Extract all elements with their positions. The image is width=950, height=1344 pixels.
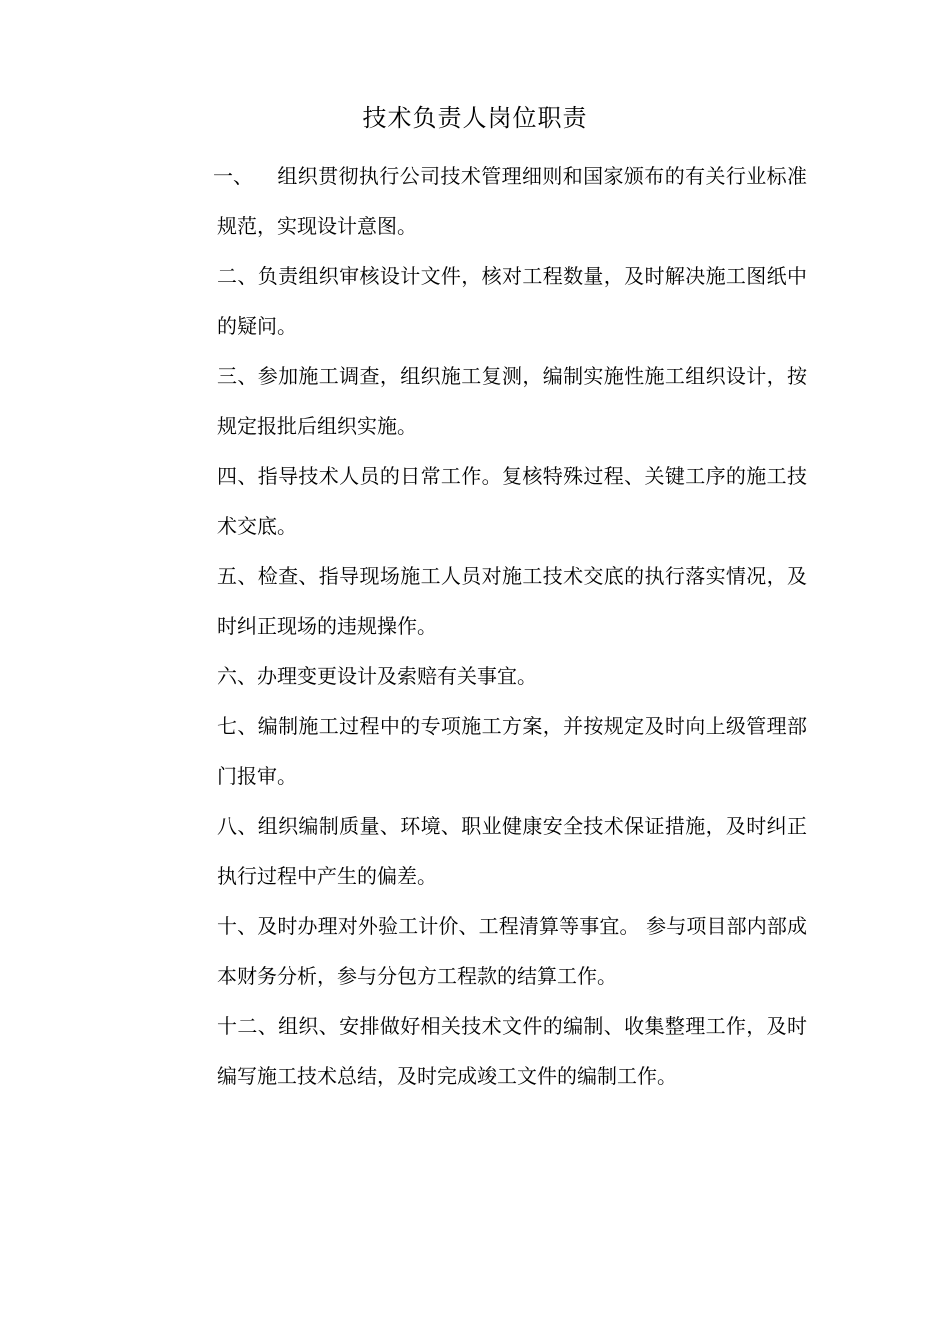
duty-item-10: 十、及时办理对外验工计价、工程清算等事宜。 参与项目部内部成本财务分析，参与分包方工程款的结算工作。	[217, 914, 807, 988]
duty-item-2: 二、负责组织审核设计文件，核对工程数量，及时解决施工图纸中的疑问。	[217, 264, 807, 338]
duty-item-3: 三、参加施工调查，组织施工复测，编制实施性施工组织设计，按规定报批后组织实施。	[217, 364, 807, 438]
duty-item-1-marker: 一、	[213, 164, 253, 188]
duty-item-1	[213, 151, 807, 251]
duty-list	[213, 151, 807, 1101]
duty-item-5: 五、检查、指导现场施工人员对施工技术交底的执行落实情况，及时纠正现场的违规操作。	[217, 564, 807, 638]
duty-item-1-text: 组织贯彻执行公司技术管理细则和国家颁布的有关行业标准规范，实现设计意图。	[217, 164, 807, 238]
duty-item-12: 十二、组织、安排做好相关技术文件的编制、收集整理工作，及时编写施工技术总结，及时完成竣工文件的编制工作。	[217, 1014, 807, 1088]
duty-item-6: 六、办理变更设计及索赔有关事宜。	[217, 664, 537, 688]
document-title: 技术负责人岗位职责	[362, 104, 588, 132]
duty-item-4: 四、指导技术人员的日常工作。复核特殊过程、关键工序的施工技术交底。	[217, 464, 807, 538]
duty-item-8: 八、组织编制质量、环境、职业健康安全技术保证措施，及时纠正执行过程中产生的偏差。	[217, 814, 807, 888]
duty-item-7: 七、编制施工过程中的专项施工方案，并按规定及时向上级管理部门报审。	[217, 714, 807, 788]
